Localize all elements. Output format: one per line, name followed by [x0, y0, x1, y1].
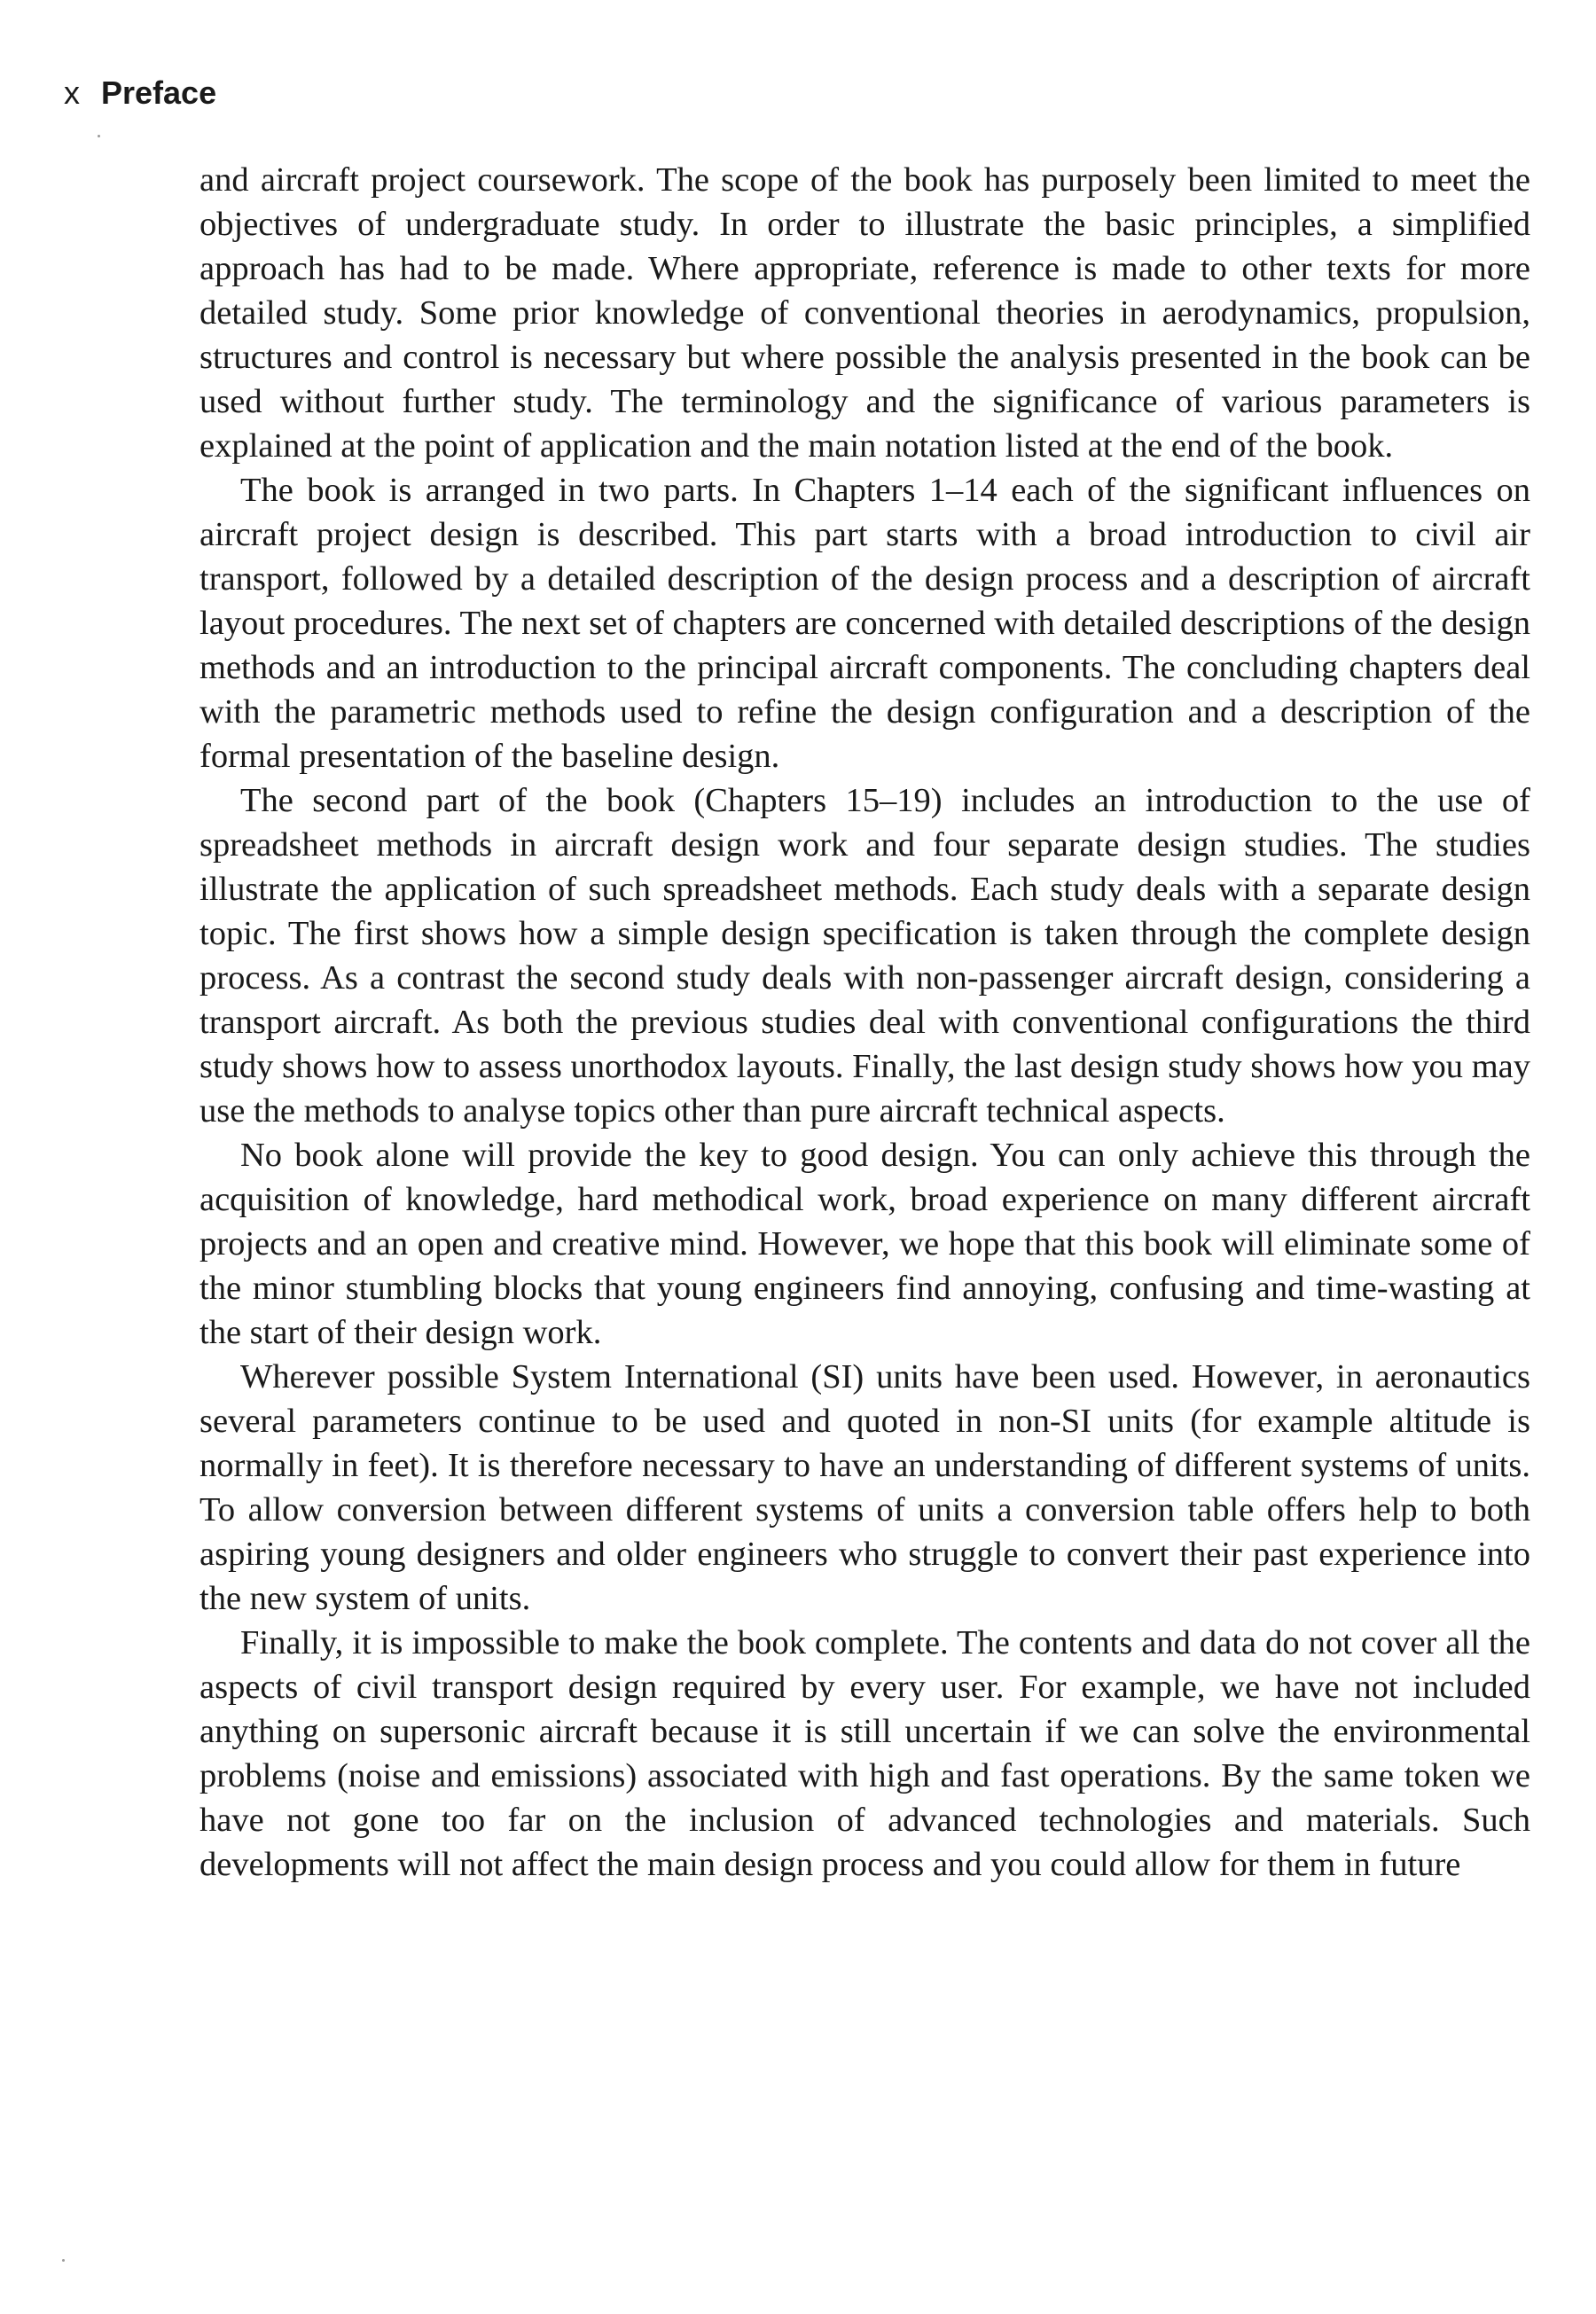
paragraph: The book is arranged in two parts. In Chapters 1–14 each of the significant influences on aircraft project design is described. This part starts with a broad introduction to civil air transport, followed by a detailed description of the design process and a description of aircraft layout procedures. The next set of chapters are concerned with detailed descriptions of the design methods and an introduction to the principal aircraft components. The concluding chapters deal with the parametric methods used to refine the design configuration and a description of the formal presentation of the baseline design. — [200, 472, 1530, 775]
paragraph: No book alone will provide the key to good design. You can only achieve this through the acquisition of knowledge, hard methodical work, broad experience on many different aircraft projects and an open and creative mind. However, we hope that this book will eliminate some of the minor stumbling blocks that young engineers find annoying, confusing and time-wasting at the start of their design work. — [200, 1137, 1530, 1351]
paragraph: Wherever possible System International (SI) units have been used. However, in aeronautics several parameters continue to be used and quoted in non-SI units (for example altitude is normally in feet). It is therefore necessary to have an understanding of different systems of units. To allow conversion between different systems of units a conversion table offers help to both aspiring young designers and older engineers who struggle to convert their past experience into the new system of units. — [200, 1358, 1530, 1617]
paragraph-continued: and aircraft project coursework. The scope of the book has purposely been limited to meet the objectives of undergraduate study. In order to illustrate the basic principles, a simplified approach has had to be made. Where appropriate, reference is made to other texts for more detailed study. Some prior knowledge of conventional theories in aerodynamics, propulsion, structures and control is necessary but where possible the analysis presented in the book can be used without further study. The terminology and the significance of various parameters is explained at the point of application and the main notation listed at the end of the book. — [200, 161, 1530, 465]
margin-mark-top — [98, 135, 100, 137]
running-head-title: Preface — [101, 74, 217, 111]
paragraph: Finally, it is impossible to make the book complete. The contents and data do not cover all the aspects of civil transport design required by every user. For example, we have not included anything on supersonic aircraft because it is still uncertain if we can solve the environmental problems (noise and emissions) associated with high and fast operations. By the same token we have not gone too far on the inclusion of advanced technologies and materials. Such developments will not affect the main design process and you could allow for them in future — [200, 1624, 1530, 1883]
running-head — [64, 74, 216, 112]
margin-mark-bottom — [62, 2259, 65, 2262]
page-number: x — [64, 74, 80, 111]
body-text — [200, 158, 1530, 1887]
paragraph: The second part of the book (Chapters 15–19) includes an introduction to the use of spreadsheet methods in aircraft design work and four separate design studies. The studies illustrate the application of such spreadsheet methods. Each study deals with a separate design topic. The first shows how a simple design specification is taken through the complete design process. As a contrast the second study deals with non-passenger aircraft design, considering a transport aircraft. As both the previous studies deal with conventional configurations the third study shows how to assess unorthodox layouts. Finally, the last design study shows how you may use the methods to analyse topics other than pure aircraft technical aspects. — [200, 782, 1530, 1130]
